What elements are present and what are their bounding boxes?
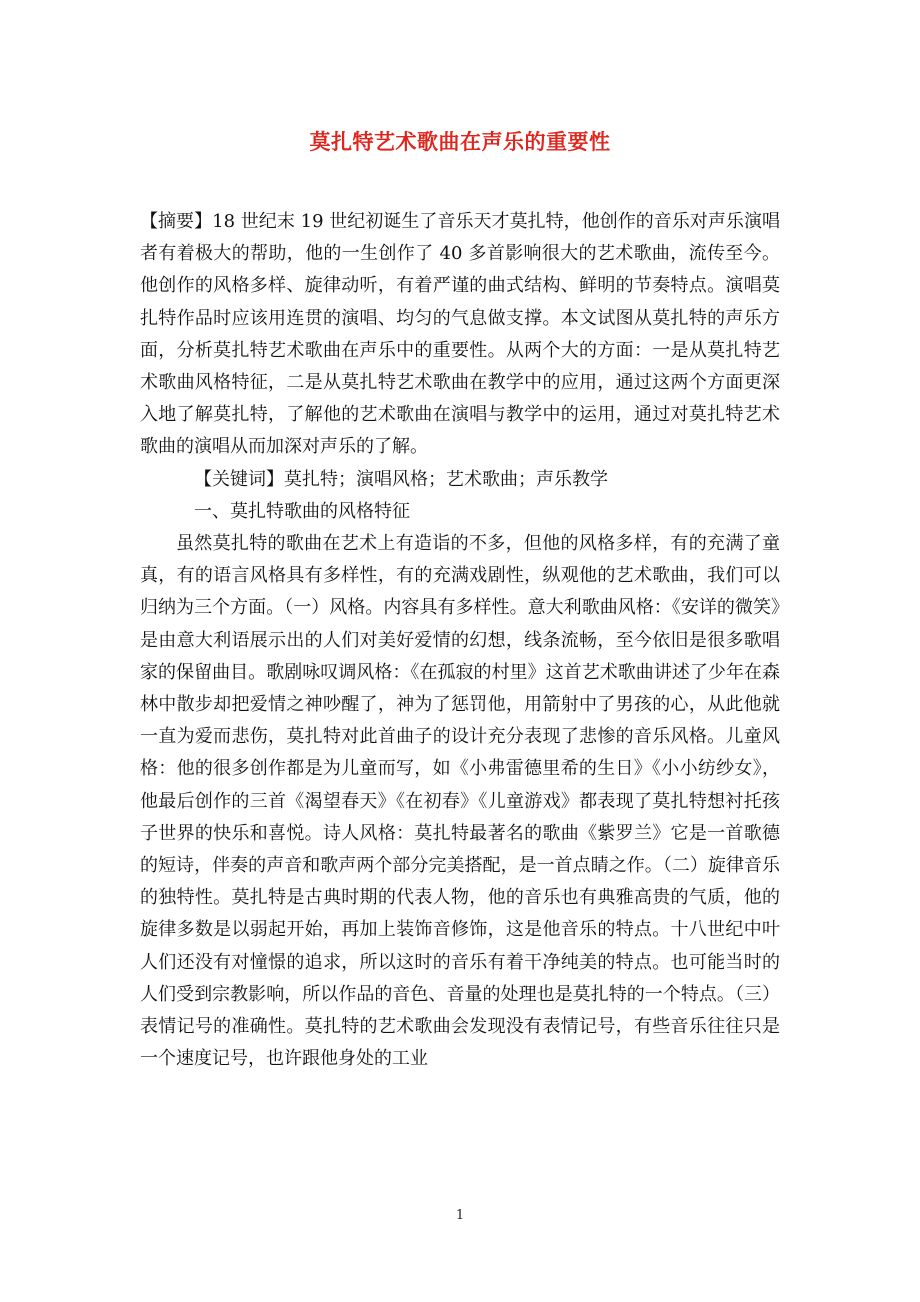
document-body — [140, 206, 780, 1075]
section-body-paragraph: 虽然莫扎特的歌曲在艺术上有造诣的不多，但他的风格多样，有的充满了童真，有的语言风格具有多样性，有的充满戏剧性，纵观他的艺术歌曲，我们可以归纳为三个方面。（一）风格。内容具有多样性。意大利歌曲风格：《安详的微笑》是由意大利语展示出的人们对美好爱情的幻想，线条流畅，至今依旧是很多歌唱家的保留曲目。歌剧咏叹调风格：《在孤寂的村里》这首艺术歌曲讲述了少年在森林中散步却把爱情之神吵醒了，神为了惩罚他，用箭射中了男孩的心，从此他就一直为爱而悲伤，莫扎特对此首曲子的设计充分表现了悲惨的音乐风格。儿童风格：他的很多创作都是为儿童而写，如《小弗雷德里希的生日》《小小纺纱女》，他最后创作的三首《渴望春天》《在初春》《儿童游戏》都表现了莫扎特想衬托孩子世界的快乐和喜悦。诗人风格：莫扎特最著名的歌曲《紫罗兰》它是一首歌德的短诗，伴奏的声音和歌声两个部分完美搭配，是一首点睛之作。（二）旋律音乐的独特性。莫扎特是古典时期的代表人物，他的音乐也有典雅高贵的气质，他的旋律多数是以弱起开始，再加上装饰音修饰，这是他音乐的特点。十八世纪中叶人们还没有对憧憬的追求，所以这时的音乐有着干净纯美的特点。也可能当时的人们受到宗教影响，所以作品的音色、音量的处理也是莫扎特的一个特点。（三）表情记号的准确性。莫扎特的艺术歌曲会发现没有表情记号，有些音乐往往只是一个速度记号，也许跟他身处的工业 — [140, 533, 780, 1070]
document-title: 莫扎特艺术歌曲在声乐的重要性 — [309, 130, 611, 154]
keywords-paragraph: 【关键词】莫扎特；演唱风格；艺术歌曲；声乐教学 — [194, 468, 608, 490]
abstract-paragraph: 【摘要】18 世纪末 19 世纪初诞生了音乐天才莫扎特，他创作的音乐对声乐演唱者有着极大的帮助，他的一生创作了 40 多首影响很大的艺术歌曲，流传至今。他创作的风格多样、旋律动听，有着严谨的曲式结构、鲜明的节奏特点。演唱莫扎特作品时应该用连贯的演唱、均匀的气息做支撑。本文试图从莫扎特的声乐方面，分析莫扎特艺术歌曲在声乐中的重要性。从两个大的方面：一是从莫扎特艺术歌曲风格特征，二是从莫扎特艺术歌曲在教学中的应用，通过这两个方面更深入地了解莫扎特，了解他的艺术歌曲在演唱与教学中的运用，通过对莫扎特艺术歌曲的演唱从而加深对声乐的了解。 — [140, 211, 780, 458]
section-heading: 一、莫扎特歌曲的风格特征 — [194, 500, 410, 522]
page-number: 1 — [455, 1208, 465, 1223]
